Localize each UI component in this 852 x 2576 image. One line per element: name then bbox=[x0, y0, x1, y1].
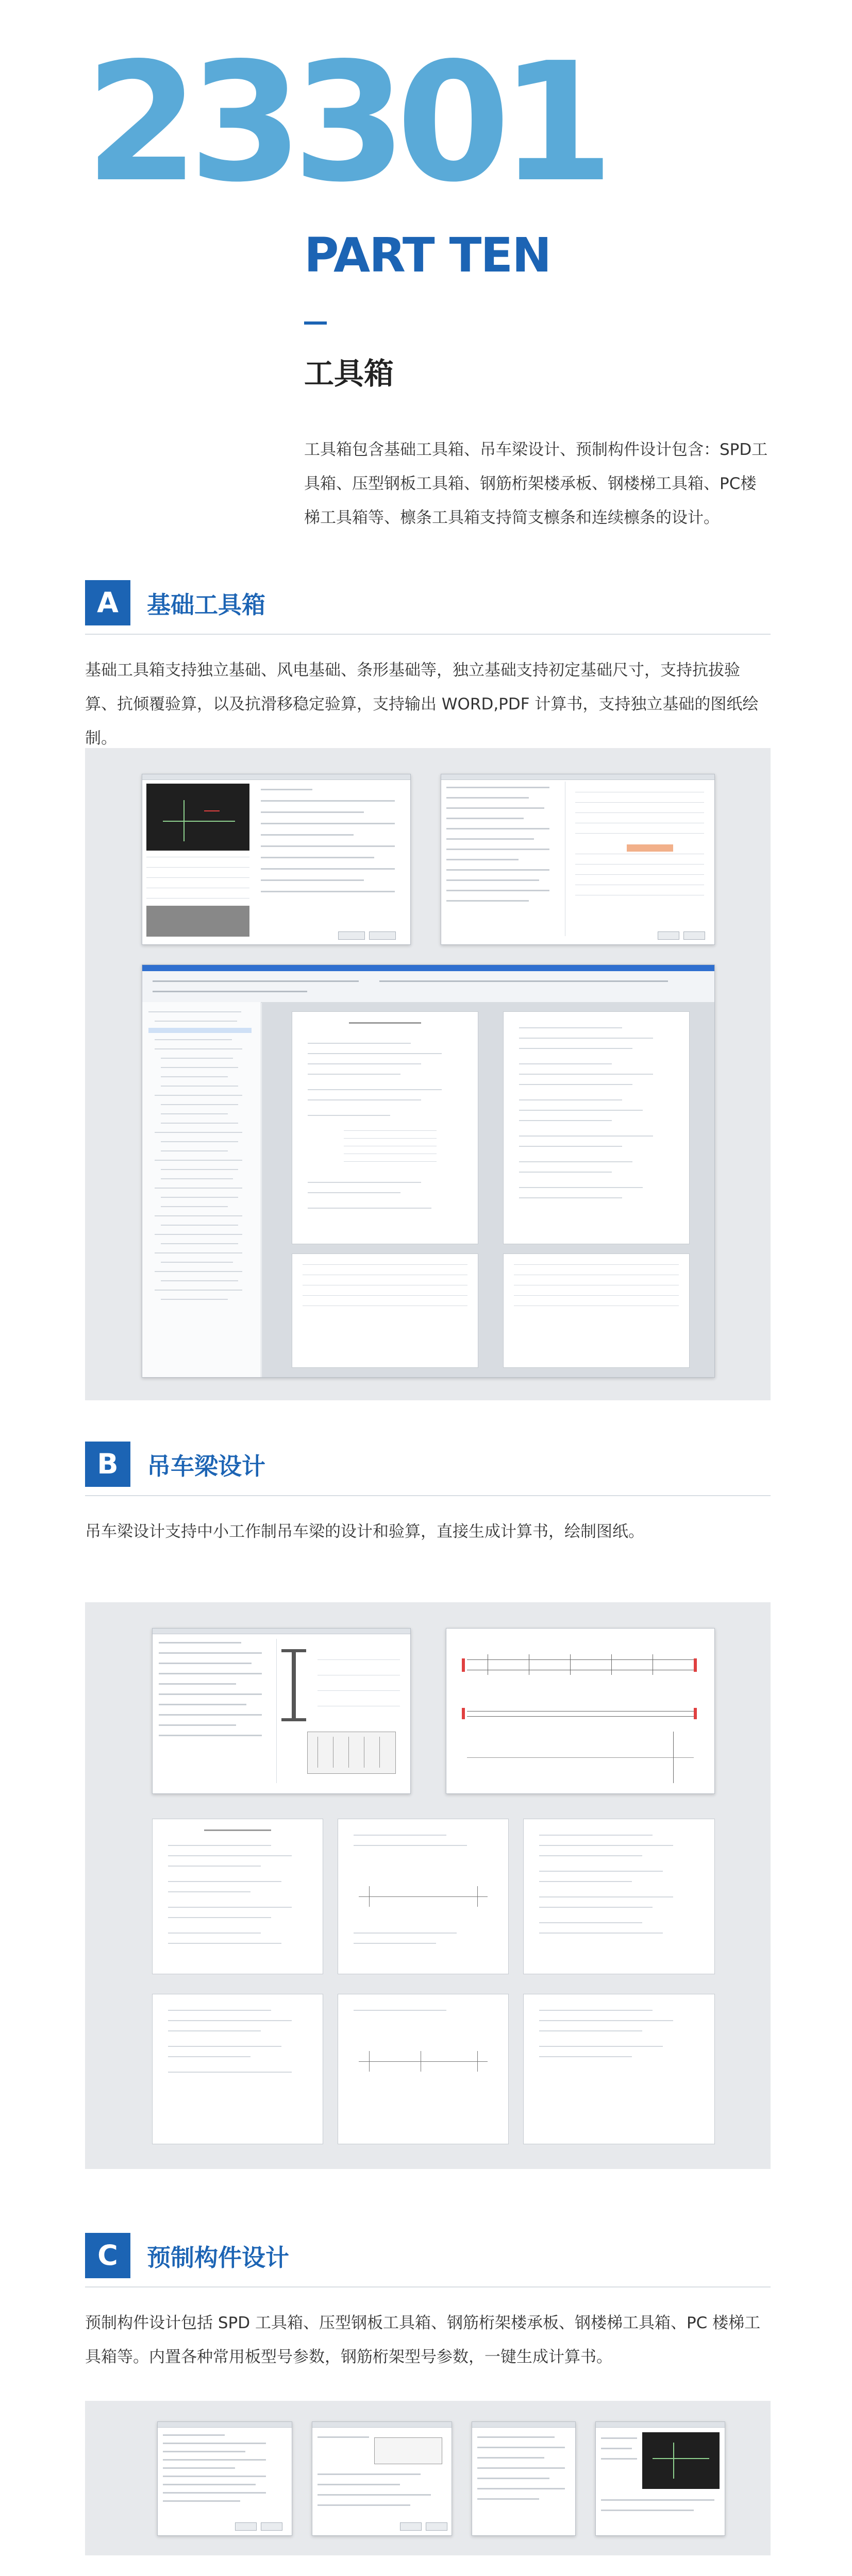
calc-page-6 bbox=[523, 1994, 715, 2144]
crane-beam-drawing-screenshot bbox=[446, 1628, 715, 1794]
section-c-screenshots bbox=[85, 2401, 771, 2555]
section-a-desc: 基础工具箱支持独立基础、风电基础、条形基础等，独立基础支持初定基础尺寸，支持抗拔验算、抗倾覆验算，以及抗滑移稳定验算，支持输出 WORD,PDF 计算书，支持独立基础的图纸绘制。 bbox=[85, 661, 759, 748]
section-c-desc: 预制构件设计包括 SPD 工具箱、压型钢板工具箱、钢筋桁架楼承板、钢楼梯工具箱、PC 楼梯工具箱等。内置各种常用板型号参数，钢筋桁架型号参数，一键生成计算书。 bbox=[85, 2314, 761, 2366]
section-c-badge: C bbox=[85, 2233, 130, 2278]
intro-text: 工具箱包含基础工具箱、吊车梁设计、预制构件设计包含：SPD工具箱、压型钢板工具箱、钢筋桁架楼承板、钢楼梯工具箱、PC楼梯工具箱等、檩条工具箱支持简支檩条和连续檩条的设计。 bbox=[304, 440, 768, 527]
spd-dialog-screenshot bbox=[157, 2421, 292, 2536]
section-b-rule bbox=[85, 1495, 771, 1496]
section-a-screenshots bbox=[85, 748, 771, 1400]
page-number: 23301 bbox=[85, 27, 604, 218]
section-c-rule bbox=[85, 2286, 771, 2287]
section-a-title: 基础工具箱 bbox=[147, 591, 265, 619]
section-a-badge: A bbox=[85, 580, 130, 625]
title-divider bbox=[304, 321, 327, 325]
word-report-screenshot bbox=[142, 964, 715, 1378]
section-c-title: 预制构件设计 bbox=[147, 2244, 289, 2272]
section-b-badge: B bbox=[85, 1442, 130, 1487]
part-title: PART TEN bbox=[304, 228, 551, 283]
parameter-table-screenshot bbox=[441, 774, 715, 945]
deck-dialog-screenshot bbox=[312, 2421, 452, 2536]
page-title: 工具箱 bbox=[304, 356, 394, 391]
section-b-desc: 吊车梁设计支持中小工作制吊车梁的设计和验算，直接生成计算书，绘制图纸。 bbox=[85, 1522, 644, 1541]
foundation-dialog-screenshot bbox=[142, 774, 411, 945]
stair-dialog-screenshot bbox=[595, 2421, 725, 2536]
crane-beam-dialog-screenshot bbox=[152, 1628, 411, 1794]
calc-page-5 bbox=[338, 1994, 509, 2144]
section-b-screenshots bbox=[85, 1602, 771, 2169]
calc-page-4 bbox=[152, 1994, 323, 2144]
calc-page-2 bbox=[338, 1819, 509, 1974]
truss-deck-dialog-screenshot bbox=[472, 2421, 576, 2536]
section-b-title: 吊车梁设计 bbox=[147, 1452, 265, 1480]
section-a-rule bbox=[85, 634, 771, 635]
calc-page-3 bbox=[523, 1819, 715, 1974]
calc-page-1 bbox=[152, 1819, 323, 1974]
